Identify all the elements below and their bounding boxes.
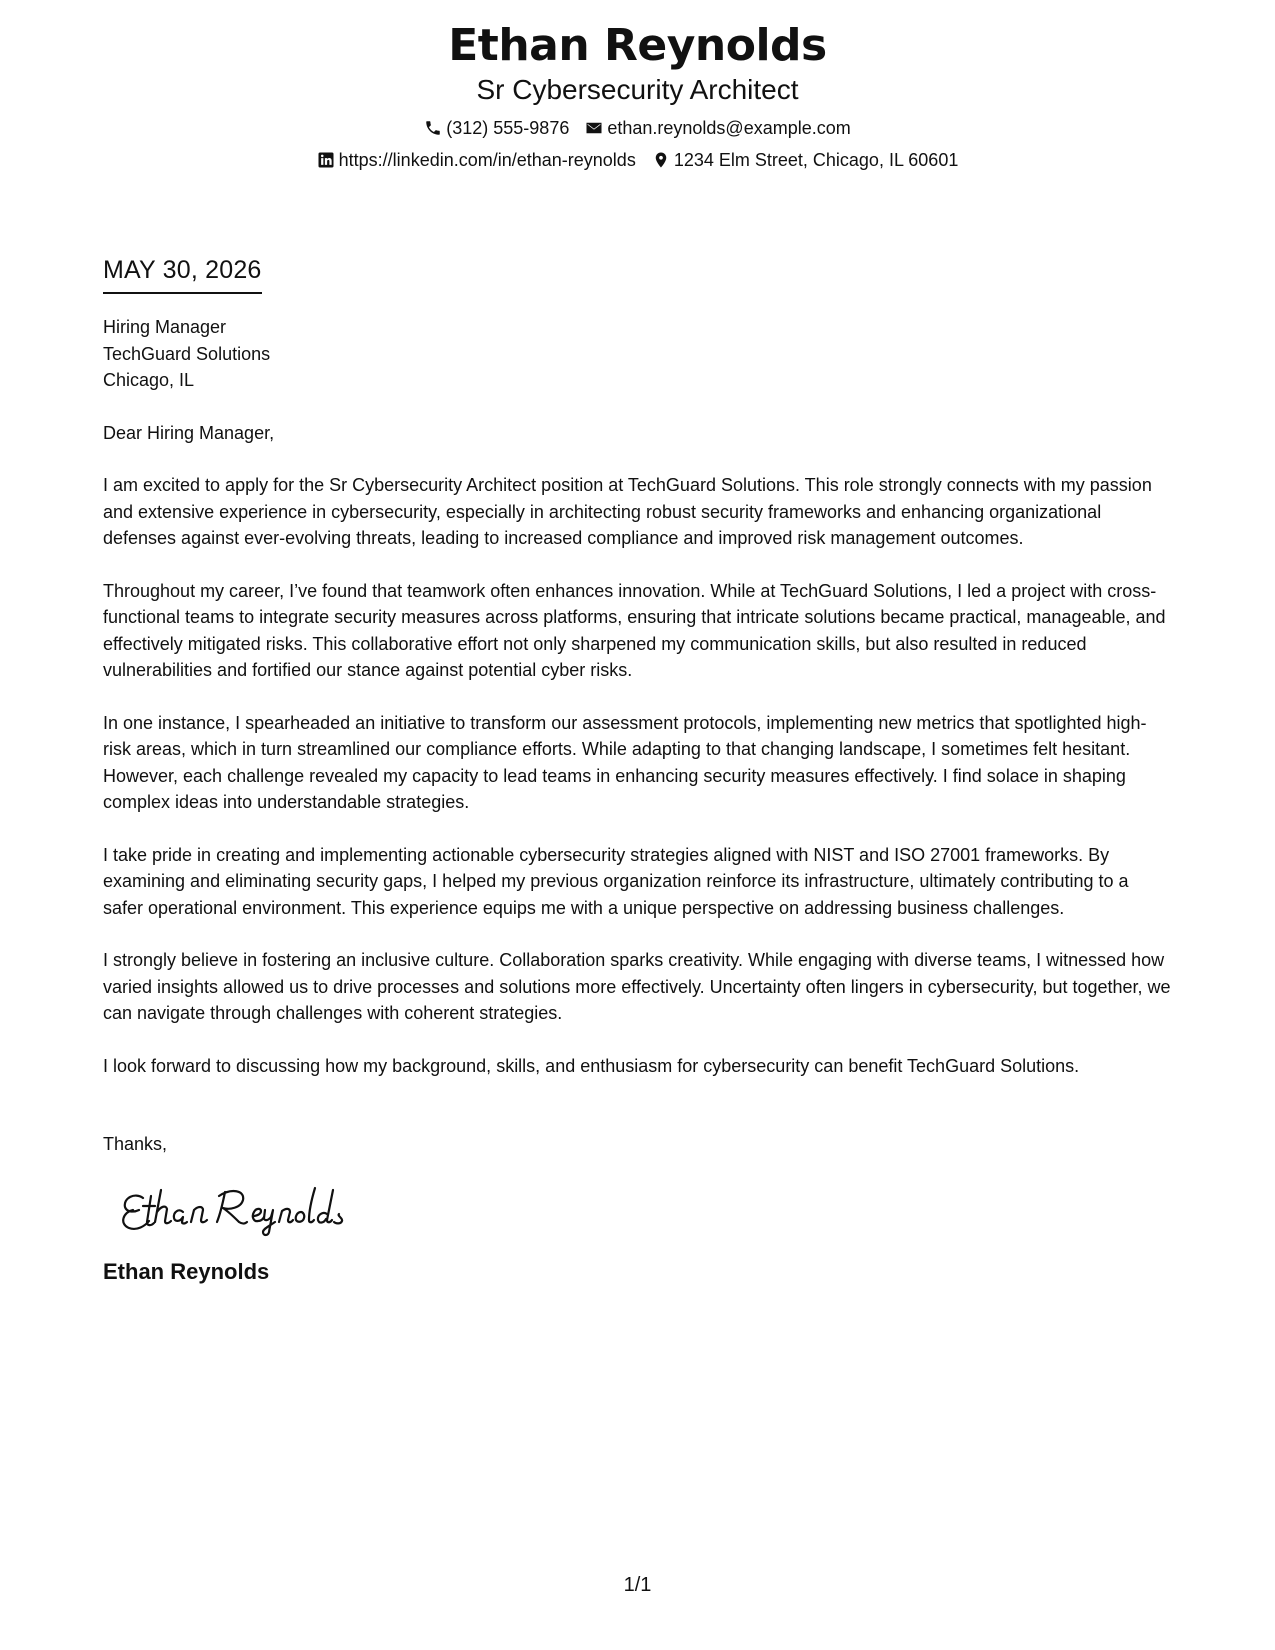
- recipient-line: Hiring Manager: [103, 317, 227, 337]
- letter-date: MAY 30, 2026: [103, 254, 262, 294]
- recipient-block: [103, 314, 1173, 394]
- body-paragraph: I take pride in creating and implementing actionable cybersecurity strategies aligned with NIST and ISO 27001 frameworks. By examining and eliminating security gaps, I helped my previous organization reinforce its infrastructure, ultimately contributing to a safer operational environment. This experience equips me with a unique perspective on addressing business challenges.: [103, 844, 1129, 918]
- salutation: Dear Hiring Manager,: [103, 422, 275, 443]
- body-paragraph: In one instance, I spearheaded an initiative to transform our assessment protocols, implementing new metrics that spotlighted high-risk areas, which in turn streamlined our compliance efforts. While adapting to that changing landscape, I sometimes felt hesitant. However, each challenge revealed my capacity to lead teams in enhancing security measures effectively. I find solace in shaping complex ideas into understandable strategies.: [103, 712, 1147, 812]
- phone-contact: [424, 116, 569, 140]
- closing: Thanks,: [103, 1134, 168, 1154]
- email-address: ethan.reynolds@example.com: [607, 118, 851, 138]
- handwritten-signature: [113, 1176, 353, 1246]
- recipient-line: TechGuard Solutions: [103, 343, 271, 364]
- body-paragraph: Throughout my career, I’ve found that teamwork often enhances innovation. While at TechGuard Solutions, I led a project with cross-functional teams to integrate security measures across platforms, ensuring that intricate solutions became practical, manageable, and effectively mitigated risks. This collaborative effort not only sharpened my communication skills, but also resulted in reduced vulnerabilities and fortified our stance against potential cyber risks.: [103, 580, 1166, 680]
- body-paragraph: I strongly believe in fostering an inclusive culture. Collaboration sparks creativity. While engaging with diverse teams, I witnessed how varied insights allowed us to drive processes and solutions more effectively. Uncertainty often lingers in cybersecurity, but together, we can navigate through challenges with coherent strategies.: [103, 950, 1171, 1023]
- address-contact: [652, 148, 959, 172]
- phone-number: (312) 555-9876: [446, 118, 570, 138]
- envelope-icon: [585, 119, 603, 137]
- body-paragraph: I look forward to discussing how my background, skills, and enthusiasm for cybersecurity can benefit TechGuard Solutions.: [103, 1055, 1080, 1076]
- page-number: 1/1: [623, 1574, 652, 1596]
- body-paragraph: I am excited to apply for the Sr Cybersecurity Architect position at TechGuard Solutions. This role strongly connects with my passion and extensive experience in cybersecurity, especially in architecting robust security frameworks and enhancing organizational defenses against ever-evolving threats, leading to increased compliance and improved risk management outcomes.: [103, 475, 1152, 548]
- signer-name: Ethan Reynolds: [103, 1258, 270, 1284]
- letter-body: [103, 254, 1173, 1286]
- phone-icon: [424, 119, 442, 137]
- applicant-name: Ethan Reynolds: [448, 20, 827, 71]
- linkedin-icon: [317, 151, 335, 169]
- linkedin-contact: [317, 148, 636, 172]
- email-contact: [585, 116, 850, 140]
- recipient-line: Chicago, IL: [103, 370, 195, 390]
- applicant-title: Sr Cybersecurity Architect: [476, 74, 799, 105]
- letter-header: [0, 18, 1275, 172]
- contact-line-primary: [0, 116, 1275, 140]
- contact-line-secondary: [0, 148, 1275, 172]
- linkedin-url: https://linkedin.com/in/ethan-reynolds: [338, 150, 636, 170]
- street-address: 1234 Elm Street, Chicago, IL 60601: [673, 150, 959, 170]
- map-marker-icon: [652, 151, 670, 169]
